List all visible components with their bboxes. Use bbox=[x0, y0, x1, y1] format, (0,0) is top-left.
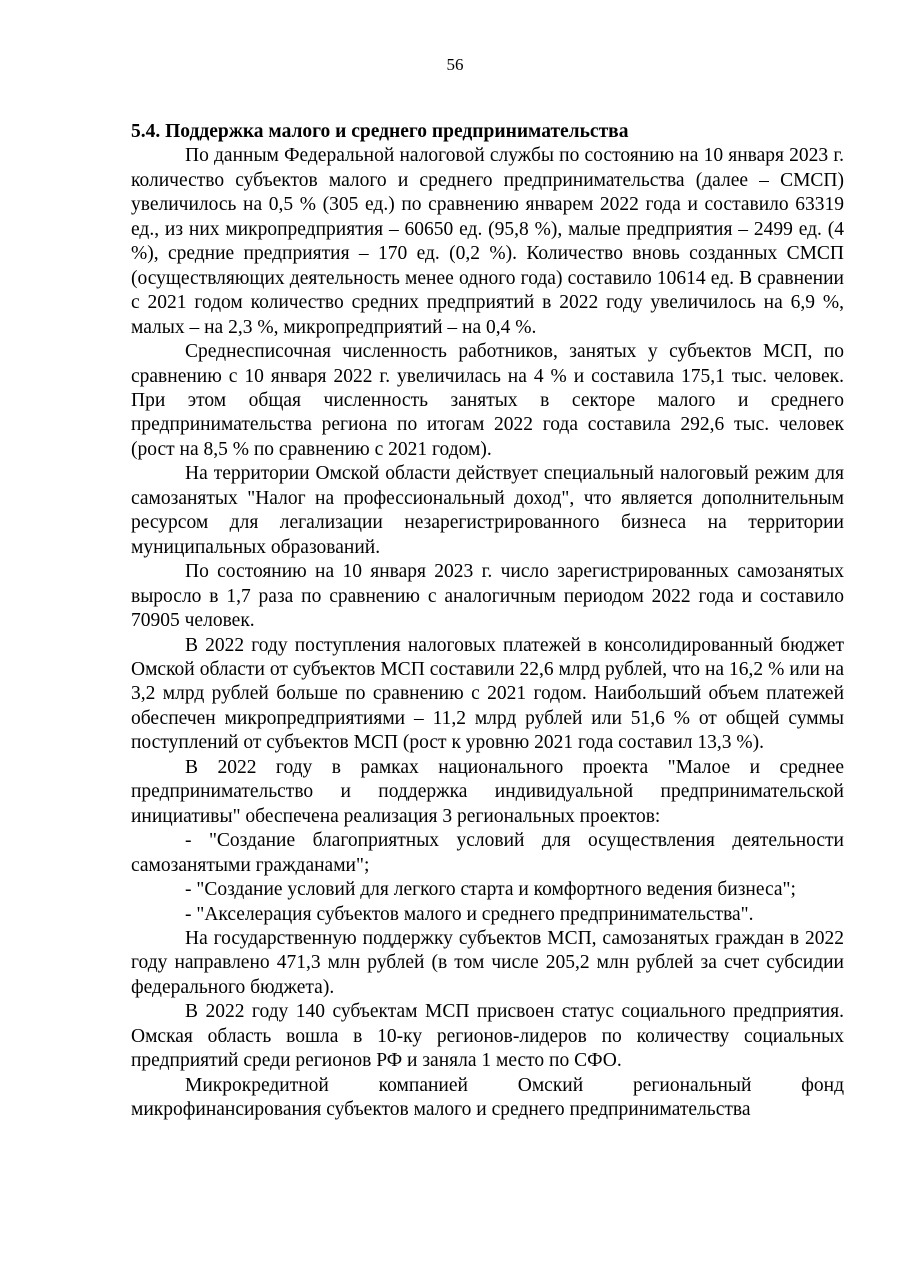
paragraph-state-support: На государственную поддержку субъектов МСП, самозанятых граждан в 2022 году направлено 471,3 млн рублей (в том числе 205,2 млн рублей за счет субсидии федерального бюджета). bbox=[131, 927, 844, 998]
list-item: - "Создание условий для легкого старта и комфортного ведения бизнеса"; bbox=[185, 879, 796, 901]
list-item: - "Создание благоприятных условий для осуществления деятельности самозанятыми гражданами"; bbox=[131, 830, 844, 876]
paragraph-national-project: В 2022 году в рамках национального проекта "Малое и среднее предпринимательство и поддержка индивидуальной предпринимательской инициативы" обеспечена реализация 3 региональных проектов: bbox=[131, 756, 844, 827]
list-item: - "Акселерация субъектов малого и среднего предпринимательства". bbox=[185, 903, 754, 925]
paragraph-tax-regime: На территории Омской области действует специальный налоговый режим для самозанятых "Налог на профессиональный доход", что является дополнительным ресурсом для легализации незарегистрированного бизнеса на территории муниципальных образований. bbox=[131, 463, 844, 558]
paragraph-employment: Среднесписочная численность работников, занятых у субъектов МСП, по сравнению с 10 января 2022 г. увеличилась на 4 % и составила 175,1 тыс. человек. При этом общая численность занятых в секторе малого и среднего предпринимательства региона по итогам 2022 года составила 292,6 тыс. человек (рост на 8,5 % по сравнению с 2021 годом). bbox=[131, 341, 844, 460]
paragraph-microfinance: Микрокредитной компанией Омский региональный фонд микрофинансирования субъектов малого и среднего предпринимательства bbox=[131, 1074, 844, 1121]
section-heading: 5.4. Поддержка малого и среднего предпринимательства bbox=[131, 121, 629, 142]
paragraph-tax-payments: В 2022 году поступления налоговых платежей в консолидированный бюджет Омской области от субъектов МСП составили 22,6 млрд рублей, что на 16,2 % или на 3,2 млрд рублей больше по сравнению с 2021 годом. Наибольший объем платежей обеспечен микропредприятиями – 11,2 млрд рублей или 51,6 % от общей суммы поступлений от субъектов МСП (рост к уровню 2021 года составил 13,3 %). bbox=[131, 634, 844, 754]
paragraph-social-enterprises: В 2022 году 140 субъектам МСП присвоен статус социального предприятия. Омская область вошла в 10-ку регионов-лидеров по количеству социальных предприятий среди регионов РФ и заняла 1 место по СФО. bbox=[131, 1001, 844, 1072]
page-content bbox=[131, 120, 844, 1123]
page-number: 56 bbox=[446, 55, 464, 74]
paragraph-self-employed: По состоянию на 10 января 2023 г. число зарегистрированных самозанятых выросло в 1,7 раза по сравнению с аналогичным периодом 2022 года и составило 70905 человек. bbox=[131, 561, 844, 632]
paragraph-smsp-count: По данным Федеральной налоговой службы по состоянию на 10 января 2023 г. количество субъектов малого и среднего предпринимательства (далее – СМСП) увеличилось на 0,5 % (305 ед.) по сравнению январем 2022 года и составило 63319 ед., из них микропредприятия – 60650 ед. (95,8 %), малые предприятия – 2499 ед. (4 %), средние предприятия – 170 ед. (0,2 %). Количество вновь созданных СМСП (осуществляющих деятельность менее одного года) составило 10614 ед. В сравнении с 2021 годом количество средних предприятий в 2022 году увеличилось на 6,9 %, малых – на 2,3 %, микропредприятий – на 0,4 %. bbox=[131, 145, 844, 338]
